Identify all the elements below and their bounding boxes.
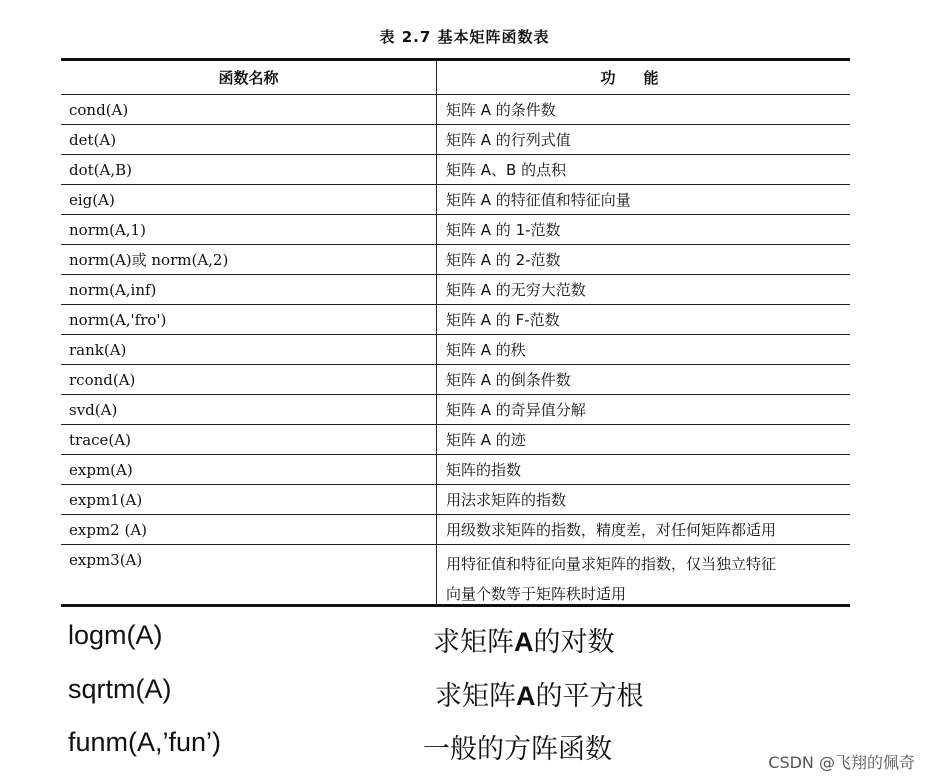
function-name: norm(A,inf) [61,275,437,304]
table-row [61,125,850,155]
function-desc [437,545,850,604]
extra-desc-bold: A [516,681,536,711]
table-row [61,245,850,275]
function-name: expm3(A) [61,545,437,604]
table-row [61,545,850,607]
function-desc: 矩阵 A、B 的点积 [446,161,567,179]
table-row [61,425,850,455]
table-row [61,365,850,395]
extra-desc-text: 求矩阵 [435,681,516,712]
extra-function-desc [435,674,644,713]
function-desc: 矩阵 A 的无穷大范数 [446,281,586,299]
function-desc-line: 用特征值和特征向量求矩阵的指数，仅当独立特征 [446,555,777,573]
table-caption: 表 2.7 基本矩阵函数表 [379,28,550,46]
table-row [61,515,850,545]
function-name: dot(A,B) [61,155,437,184]
table-row [61,485,850,515]
function-name: det(A) [61,125,437,154]
extra-function-name: sqrtm(A) [68,674,172,704]
extra-function-row [68,674,868,714]
function-name: norm(A,1) [61,215,437,244]
function-desc: 矩阵 A 的迹 [446,431,526,449]
csdn-watermark: CSDN @飞翔的佩奇 [768,753,915,772]
extra-desc-text: 求矩阵 [433,627,514,658]
function-name: eig(A) [61,185,437,214]
table-row [61,335,850,365]
extra-function-name: logm(A) [68,620,163,650]
function-name: svd(A) [61,395,437,424]
extra-desc-text: 的对数 [533,627,615,658]
function-name: expm(A) [61,455,437,484]
header-function-name: 函数名称 [61,61,437,94]
extra-function-desc [433,620,615,659]
table-row [61,185,850,215]
table-row [61,395,850,425]
function-name: norm(A,'fro') [61,305,437,334]
function-name: cond(A) [61,95,437,124]
table-row [61,215,850,245]
extra-desc-text: 一般的方阵函数 [423,734,612,765]
extra-function-desc [423,727,612,766]
function-desc: 矩阵 A 的条件数 [446,101,556,119]
table-row [61,275,850,305]
extra-function-row [68,620,868,660]
function-desc: 矩阵 A 的 1-范数 [446,221,561,239]
function-desc: 矩阵 A 的 F-范数 [446,311,560,329]
extra-desc-bold: A [514,627,534,657]
function-name: expm1(A) [61,485,437,514]
table-body [61,95,850,545]
table-row [61,95,850,125]
extra-function-name: funm(A,’fun’) [68,727,222,757]
header-function-desc: 功能 [600,69,687,87]
function-desc: 用级数求矩阵的指数，精度差，对任何矩阵都适用 [446,521,777,539]
table-row [61,305,850,335]
function-desc: 用法求矩阵的指数 [446,491,567,509]
function-desc: 矩阵 A 的特征值和特征向量 [446,191,631,209]
function-desc: 矩阵 A 的倒条件数 [446,371,571,389]
function-desc: 矩阵 A 的行列式值 [446,131,571,149]
table-row [61,155,850,185]
extra-desc-text: 的平方根 [535,681,644,712]
function-desc: 矩阵的指数 [446,461,522,479]
table-row [61,455,850,485]
function-desc: 矩阵 A 的秩 [446,341,526,359]
extra-function-row [68,727,868,767]
function-name: rcond(A) [61,365,437,394]
matrix-function-table [61,58,850,607]
function-name: rank(A) [61,335,437,364]
function-desc: 矩阵 A 的奇异值分解 [446,401,586,419]
function-name: norm(A)或 norm(A,2) [61,245,437,274]
function-desc: 矩阵 A 的 2-范数 [446,251,561,269]
function-name: trace(A) [61,425,437,454]
function-name: expm2 (A) [61,515,437,544]
table-header-row [61,61,850,95]
function-desc-line: 向量个数等于矩阵秩时适用 [446,585,627,603]
